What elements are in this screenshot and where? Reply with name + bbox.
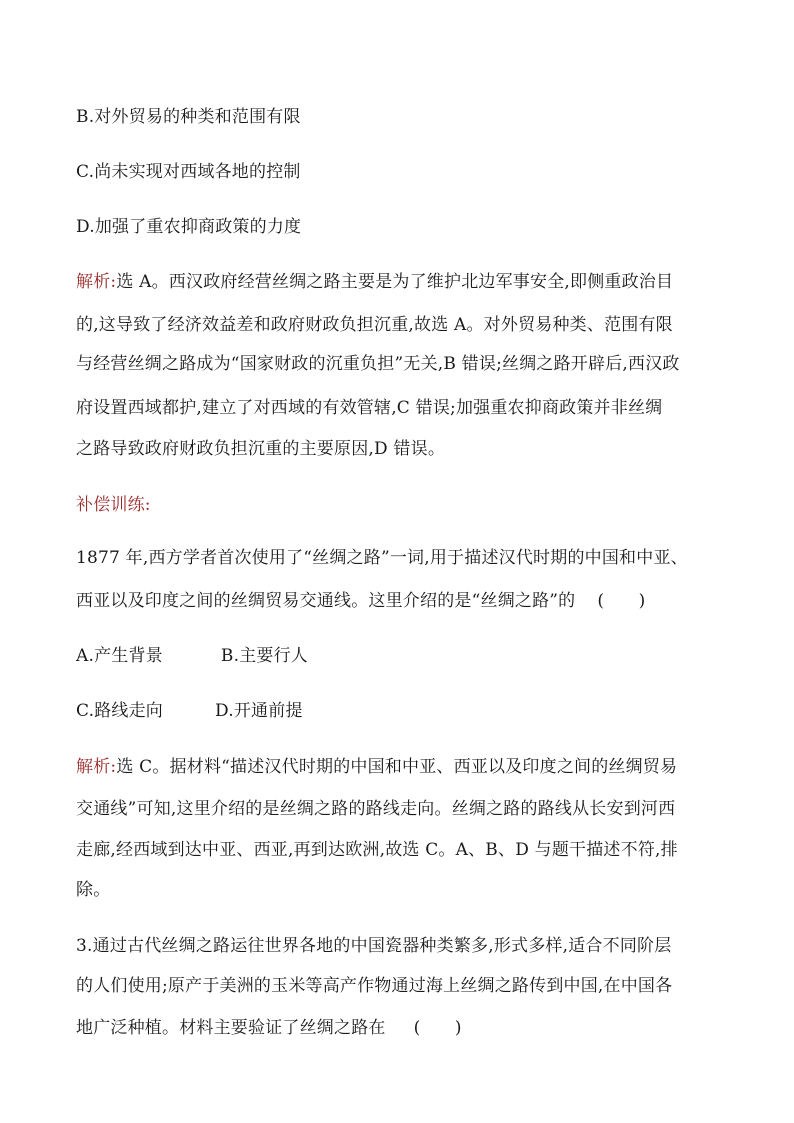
analysis1-line-2: 的,这导致了经济效益差和政府财政负担沉重,故选 A。对外贸易种类、范围有限 — [76, 315, 673, 335]
analysis1-line-1 — [76, 270, 673, 294]
answer-paren: ( ) — [597, 591, 646, 611]
option-c-prev: C.尚未实现对西域各地的控制 — [76, 162, 301, 182]
analysis1-line-3: 与经营丝绸之路成为“国家财政的沉重负担”无关,B 错误;丝绸之路开辟后,西汉政 — [76, 354, 680, 374]
analysis2-line-1 — [76, 755, 677, 779]
section-label: 补偿训练: — [76, 495, 151, 515]
question1-line-2 — [76, 589, 645, 613]
question3-line-1: 3.通过古代丝绸之路运往世界各地的中国瓷器种类繁多,形式多样,适合不同阶层 — [76, 936, 672, 956]
analysis1-label: 解析: — [76, 272, 117, 292]
question3-line-3 — [76, 1016, 462, 1040]
analysis2-line-2: 交通线”可知,这里介绍的是丝绸之路的路线走向。丝绸之路的路线从长安到河西 — [76, 799, 676, 819]
option-c: C.路线走向 — [76, 701, 164, 721]
option-d-prev: D.加强了重农抑商政策的力度 — [76, 217, 302, 237]
option-a: A.产生背景 — [76, 646, 163, 666]
question3-line-2: 的人们使用;原产于美洲的玉米等高产作物通过海上丝绸之路传到中国,在中国各 — [76, 976, 673, 996]
analysis1-line-5: 之路导致政府财政负担沉重的主要原因,D 错误。 — [76, 439, 446, 459]
question1-text: 西亚以及印度之间的丝绸贸易交通线。这里介绍的是“丝绸之路”的 — [76, 591, 576, 611]
analysis2-label: 解析: — [76, 757, 117, 777]
answer-paren-3: ( ) — [413, 1018, 462, 1038]
question1-line-1: 1877 年,西方学者首次使用了“丝绸之路”一词,用于描述汉代时期的中国和中亚、 — [76, 548, 688, 568]
analysis1-text: 选 A。西汉政府经营丝绸之路主要是为了维护北边军事安全,即侧重政治目 — [116, 272, 674, 292]
analysis2-line-3: 走廊,经西域到达中亚、西亚,再到达欧洲,故选 C。A、B、D 与题干描述不符,排 — [76, 840, 678, 860]
option-d: D.开通前提 — [215, 701, 303, 721]
question1-options-row-2 — [76, 699, 303, 723]
analysis1-line-4: 府设置西域都护,建立了对西域的有效管辖,C 错误;加强重农抑商政策并非丝绸 — [76, 398, 663, 418]
analysis2-text: 选 C。据材料“描述汉代时期的中国和中亚、西亚以及印度之间的丝绸贸易 — [116, 757, 678, 777]
option-b: B.主要行人 — [220, 646, 308, 666]
question1-options-row-1 — [76, 644, 308, 668]
question3-text: 地广泛种植。材料主要验证了丝绸之路在 — [76, 1018, 386, 1038]
analysis2-line-4: 除。 — [76, 880, 111, 900]
option-b-prev: B.对外贸易的种类和范围有限 — [76, 107, 301, 127]
